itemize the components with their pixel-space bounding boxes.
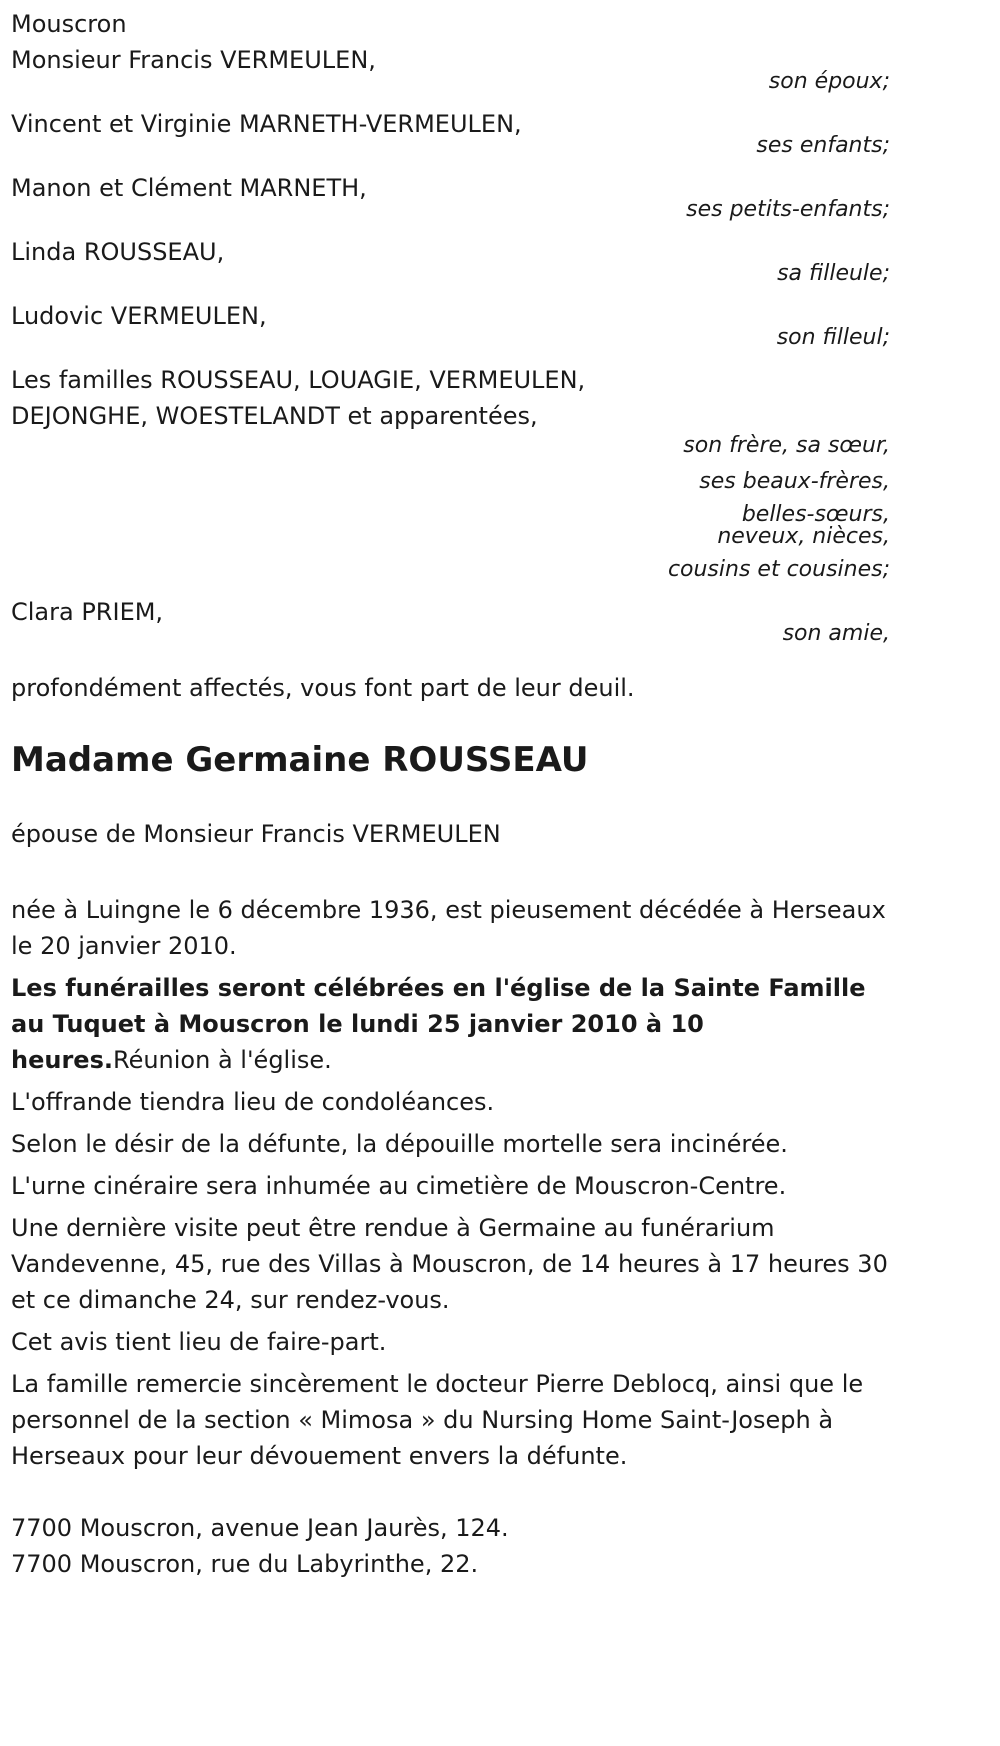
mourner-relation: son filleul; bbox=[776, 325, 890, 350]
paragraph: L'offrande tiendra lieu de condoléances. bbox=[11, 1088, 495, 1116]
families-entry bbox=[11, 362, 890, 584]
families-relation: neveux, nièces, bbox=[717, 524, 890, 549]
mourner-entry bbox=[11, 298, 890, 352]
funeral-bold: Les funérailles seront célébrées en l'église de la Sainte Famille au Tuquet à Mouscron le lundi 25 janvier 2010 à 10 heures. bbox=[11, 974, 866, 1074]
paragraph: La famille remercie sincèrement le docteur Pierre Deblocq, ainsi que le personnel de la section « Mimosa » du Nursing Home Saint-Joseph à Herseaux pour leur dévouement envers la défunte. bbox=[11, 1370, 864, 1470]
families-relation: belles-sœurs, bbox=[741, 502, 890, 527]
families-line: DEJONGHE, WOESTELANDT et apparentées, bbox=[11, 402, 538, 430]
mourner-relation: ses enfants; bbox=[756, 133, 890, 158]
announcement: profondément affectés, vous font part de leur deuil. bbox=[11, 674, 635, 702]
funeral-rest: Réunion à l'église. bbox=[112, 1046, 332, 1074]
paragraph: Cet avis tient lieu de faire-part. bbox=[11, 1328, 387, 1356]
locality: Mouscron bbox=[11, 10, 127, 38]
mourner-entry bbox=[11, 106, 890, 160]
paragraph: L'urne cinéraire sera inhumée au cimetière de Mouscron-Centre. bbox=[11, 1172, 787, 1200]
mourner-entry bbox=[11, 170, 890, 224]
mourner-relation: son époux; bbox=[768, 69, 890, 94]
funeral-info bbox=[11, 970, 890, 1078]
mourner-name: Linda ROUSSEAU, bbox=[11, 238, 225, 266]
paragraph: Une dernière visite peut être rendue à Germaine au funérarium Vandevenne, 45, rue des Villas à Mouscron, de 14 heures à 17 heures 30 et ce dimanche 24, sur rendez-vous. bbox=[11, 1214, 888, 1314]
address: 7700 Mouscron, avenue Jean Jaurès, 124. bbox=[11, 1514, 509, 1542]
mourner-relation: sa filleule; bbox=[777, 261, 890, 286]
mourner-name: Monsieur Francis VERMEULEN, bbox=[11, 46, 376, 74]
families-relation: son frère, sa sœur, bbox=[683, 433, 890, 458]
mourner-name: Vincent et Virginie MARNETH-VERMEULEN, bbox=[11, 110, 522, 138]
mourner-entry bbox=[11, 42, 890, 96]
address: 7700 Mouscron, rue du Labyrinthe, 22. bbox=[11, 1550, 479, 1578]
spouse-line: épouse de Monsieur Francis VERMEULEN bbox=[11, 820, 501, 848]
mourner-entry bbox=[11, 234, 890, 288]
families-relation: cousins et cousines; bbox=[667, 557, 890, 582]
friend-name: Clara PRIEM, bbox=[11, 598, 164, 626]
paragraph: Selon le désir de la défunte, la dépouille mortelle sera incinérée. bbox=[11, 1130, 788, 1158]
families-line: Les familles ROUSSEAU, LOUAGIE, VERMEULEN, bbox=[11, 366, 586, 394]
mourner-relation: ses petits-enfants; bbox=[686, 197, 890, 222]
deceased-name: Madame Germaine ROUSSEAU bbox=[11, 740, 589, 780]
birth-death: née à Luingne le 6 décembre 1936, est pieusement décédée à Herseaux le 20 janvier 2010. bbox=[11, 896, 886, 960]
friend-relation: son amie, bbox=[782, 621, 890, 646]
friend-entry bbox=[11, 594, 890, 648]
mourner-name: Ludovic VERMEULEN, bbox=[11, 302, 267, 330]
families-relation: ses beaux-frères, bbox=[699, 469, 890, 494]
mourner-name: Manon et Clément MARNETH, bbox=[11, 174, 367, 202]
